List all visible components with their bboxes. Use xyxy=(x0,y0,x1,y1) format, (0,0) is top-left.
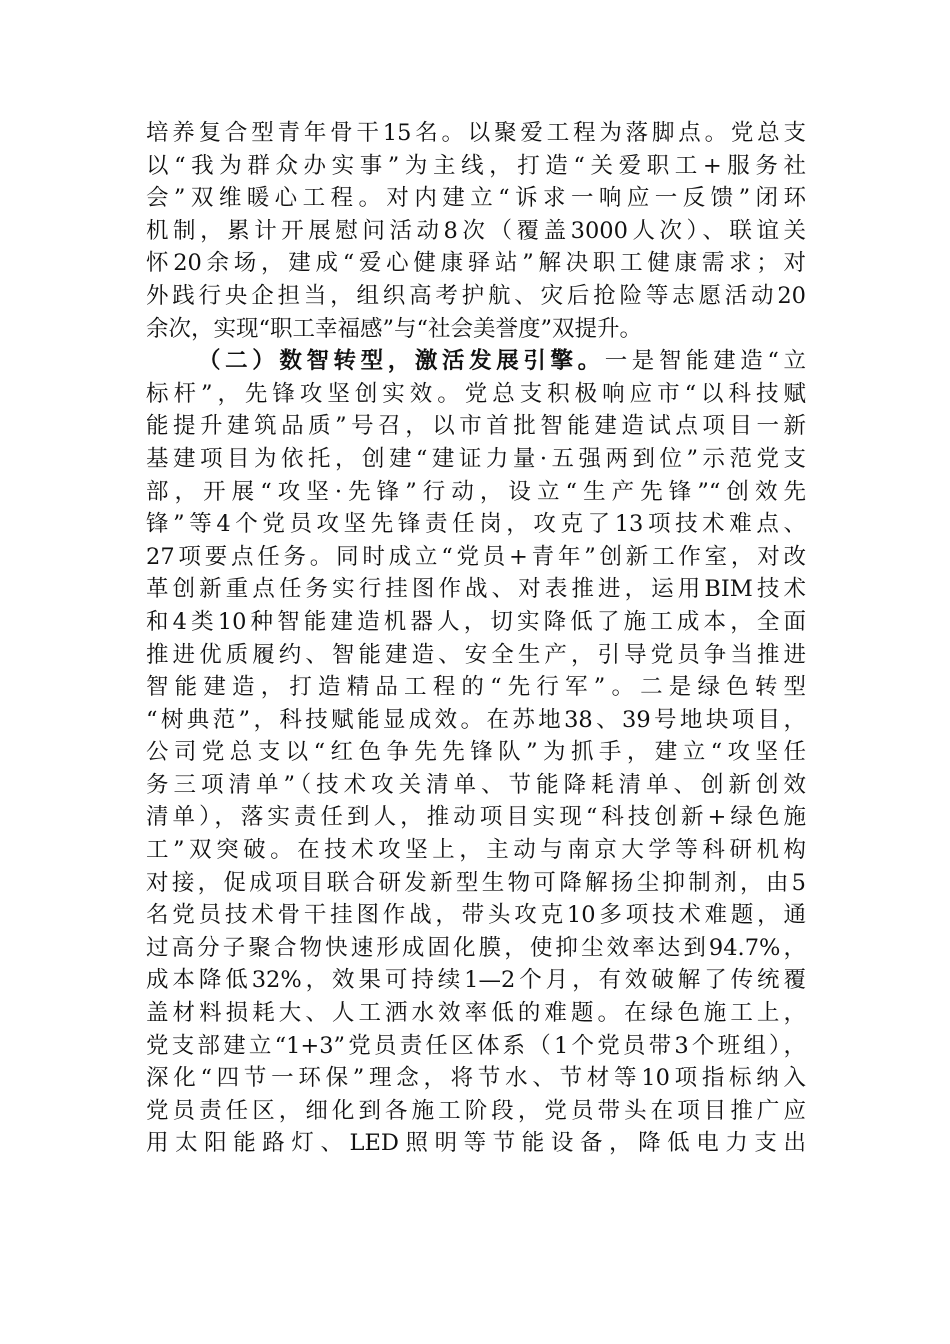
text-line: 名党员技术骨干挂图作战，带头攻克10多项技术难题，通 xyxy=(146,902,806,929)
text-line: 培养复合型青年骨干15名。以聚爱工程为落脚点。党总支 xyxy=(146,120,806,146)
text-line: 党支部建立“1+3”党员责任区体系（1个党员带3个班组）， xyxy=(146,1032,806,1059)
text-line: 基建项目为依托，创建“建证力量·五强两到位”示范党支 xyxy=(146,445,806,472)
text-line: 公司党总支以“红色争先先锋队”为抓手，建立“攻坚任 xyxy=(146,739,806,766)
text-line: 盖材料损耗大、人工洒水效率低的难题。在绿色施工上， xyxy=(146,1000,806,1027)
paragraph-2 xyxy=(146,345,806,1160)
text-line: 工”双突破。在技术攻坚上，主动与南京大学等科研机构 xyxy=(146,837,806,864)
section-heading: （二）数智转型，激活发展引擎。 xyxy=(198,348,605,375)
text-line: 务三项清单”（技术攻关清单、节能降耗清单、创新创效 xyxy=(146,771,806,798)
text-line: 怀20余场，建成“爱心健康驿站”解决职工健康需求；对 xyxy=(146,250,806,277)
text-line: 部，开展“攻坚·先锋”行动，设立“生产先锋”“创效先 xyxy=(146,478,806,505)
text-line: 清单），落实责任到人，推动项目实现“科技创新+绿色施 xyxy=(146,804,806,831)
text-line: 会”双维暖心工程。对内建立“诉求一响应一反馈”闭环 xyxy=(146,185,806,212)
paragraph-1 xyxy=(146,117,806,345)
text-line xyxy=(146,345,806,378)
text-line: 标杆”，先锋攻坚创实效。党总支积极响应市“以科技赋 xyxy=(146,380,806,407)
text-line: 27项要点任务。同时成立“党员+青年”创新工作室，对改 xyxy=(146,543,806,570)
text-line: 外践行央企担当，组织高考护航、灾后抢险等志愿活动20 xyxy=(146,282,806,309)
text-line: 用太阳能路灯、LED照明等节能设备，降低电力支出 xyxy=(146,1130,806,1157)
text-line: “树典范”，科技赋能显成效。在苏地38、39号地块项目， xyxy=(146,706,806,733)
text-line: 对接，促成项目联合研发新型生物可降解扬尘抑制剂，由5 xyxy=(146,869,806,896)
text-line: 深化“四节一环保”理念，将节水、节材等10项指标纳入 xyxy=(146,1065,806,1092)
text-line: 以“我为群众办实事”为主线，打造“关爱职工+服务社 xyxy=(146,152,806,179)
text-line: 能提升建筑品质”号召，以市首批智能建造试点项目一新 xyxy=(146,413,806,440)
text-line: 党员责任区，细化到各施工阶段，党员带头在项目推广应 xyxy=(146,1097,806,1124)
text-line: 过高分子聚合物快速形成固化膜，使抑尘效率达到94.7%， xyxy=(146,934,806,961)
text-line: 智能建造，打造精品工程的“先行军”。二是绿色转型 xyxy=(146,674,806,701)
text-line: 机制，累计开展慰问活动8次（覆盖3000人次）、联谊关 xyxy=(146,217,806,244)
text-line: 锋”等4个党员攻坚先锋责任岗，攻克了13项技术难点、 xyxy=(146,511,806,538)
text-line: 和4类10种智能建造机器人，切实降低了施工成本，全面 xyxy=(146,608,806,635)
text-line: 余次，实现“职工幸福感”与“社会美誉度”双提升。 xyxy=(146,315,643,342)
text-fragment: 一是智能建造“立 xyxy=(604,348,806,375)
text-line: 成本降低32%，效果可持续1—2个月，有效破解了传统覆 xyxy=(146,967,806,994)
text-line: 革创新重点任务实行挂图作战、对表推进，运用BIM技术 xyxy=(146,576,806,603)
body-text xyxy=(146,117,806,1160)
text-line: 推进优质履约、智能建造、安全生产，引导党员争当推进 xyxy=(146,641,806,668)
